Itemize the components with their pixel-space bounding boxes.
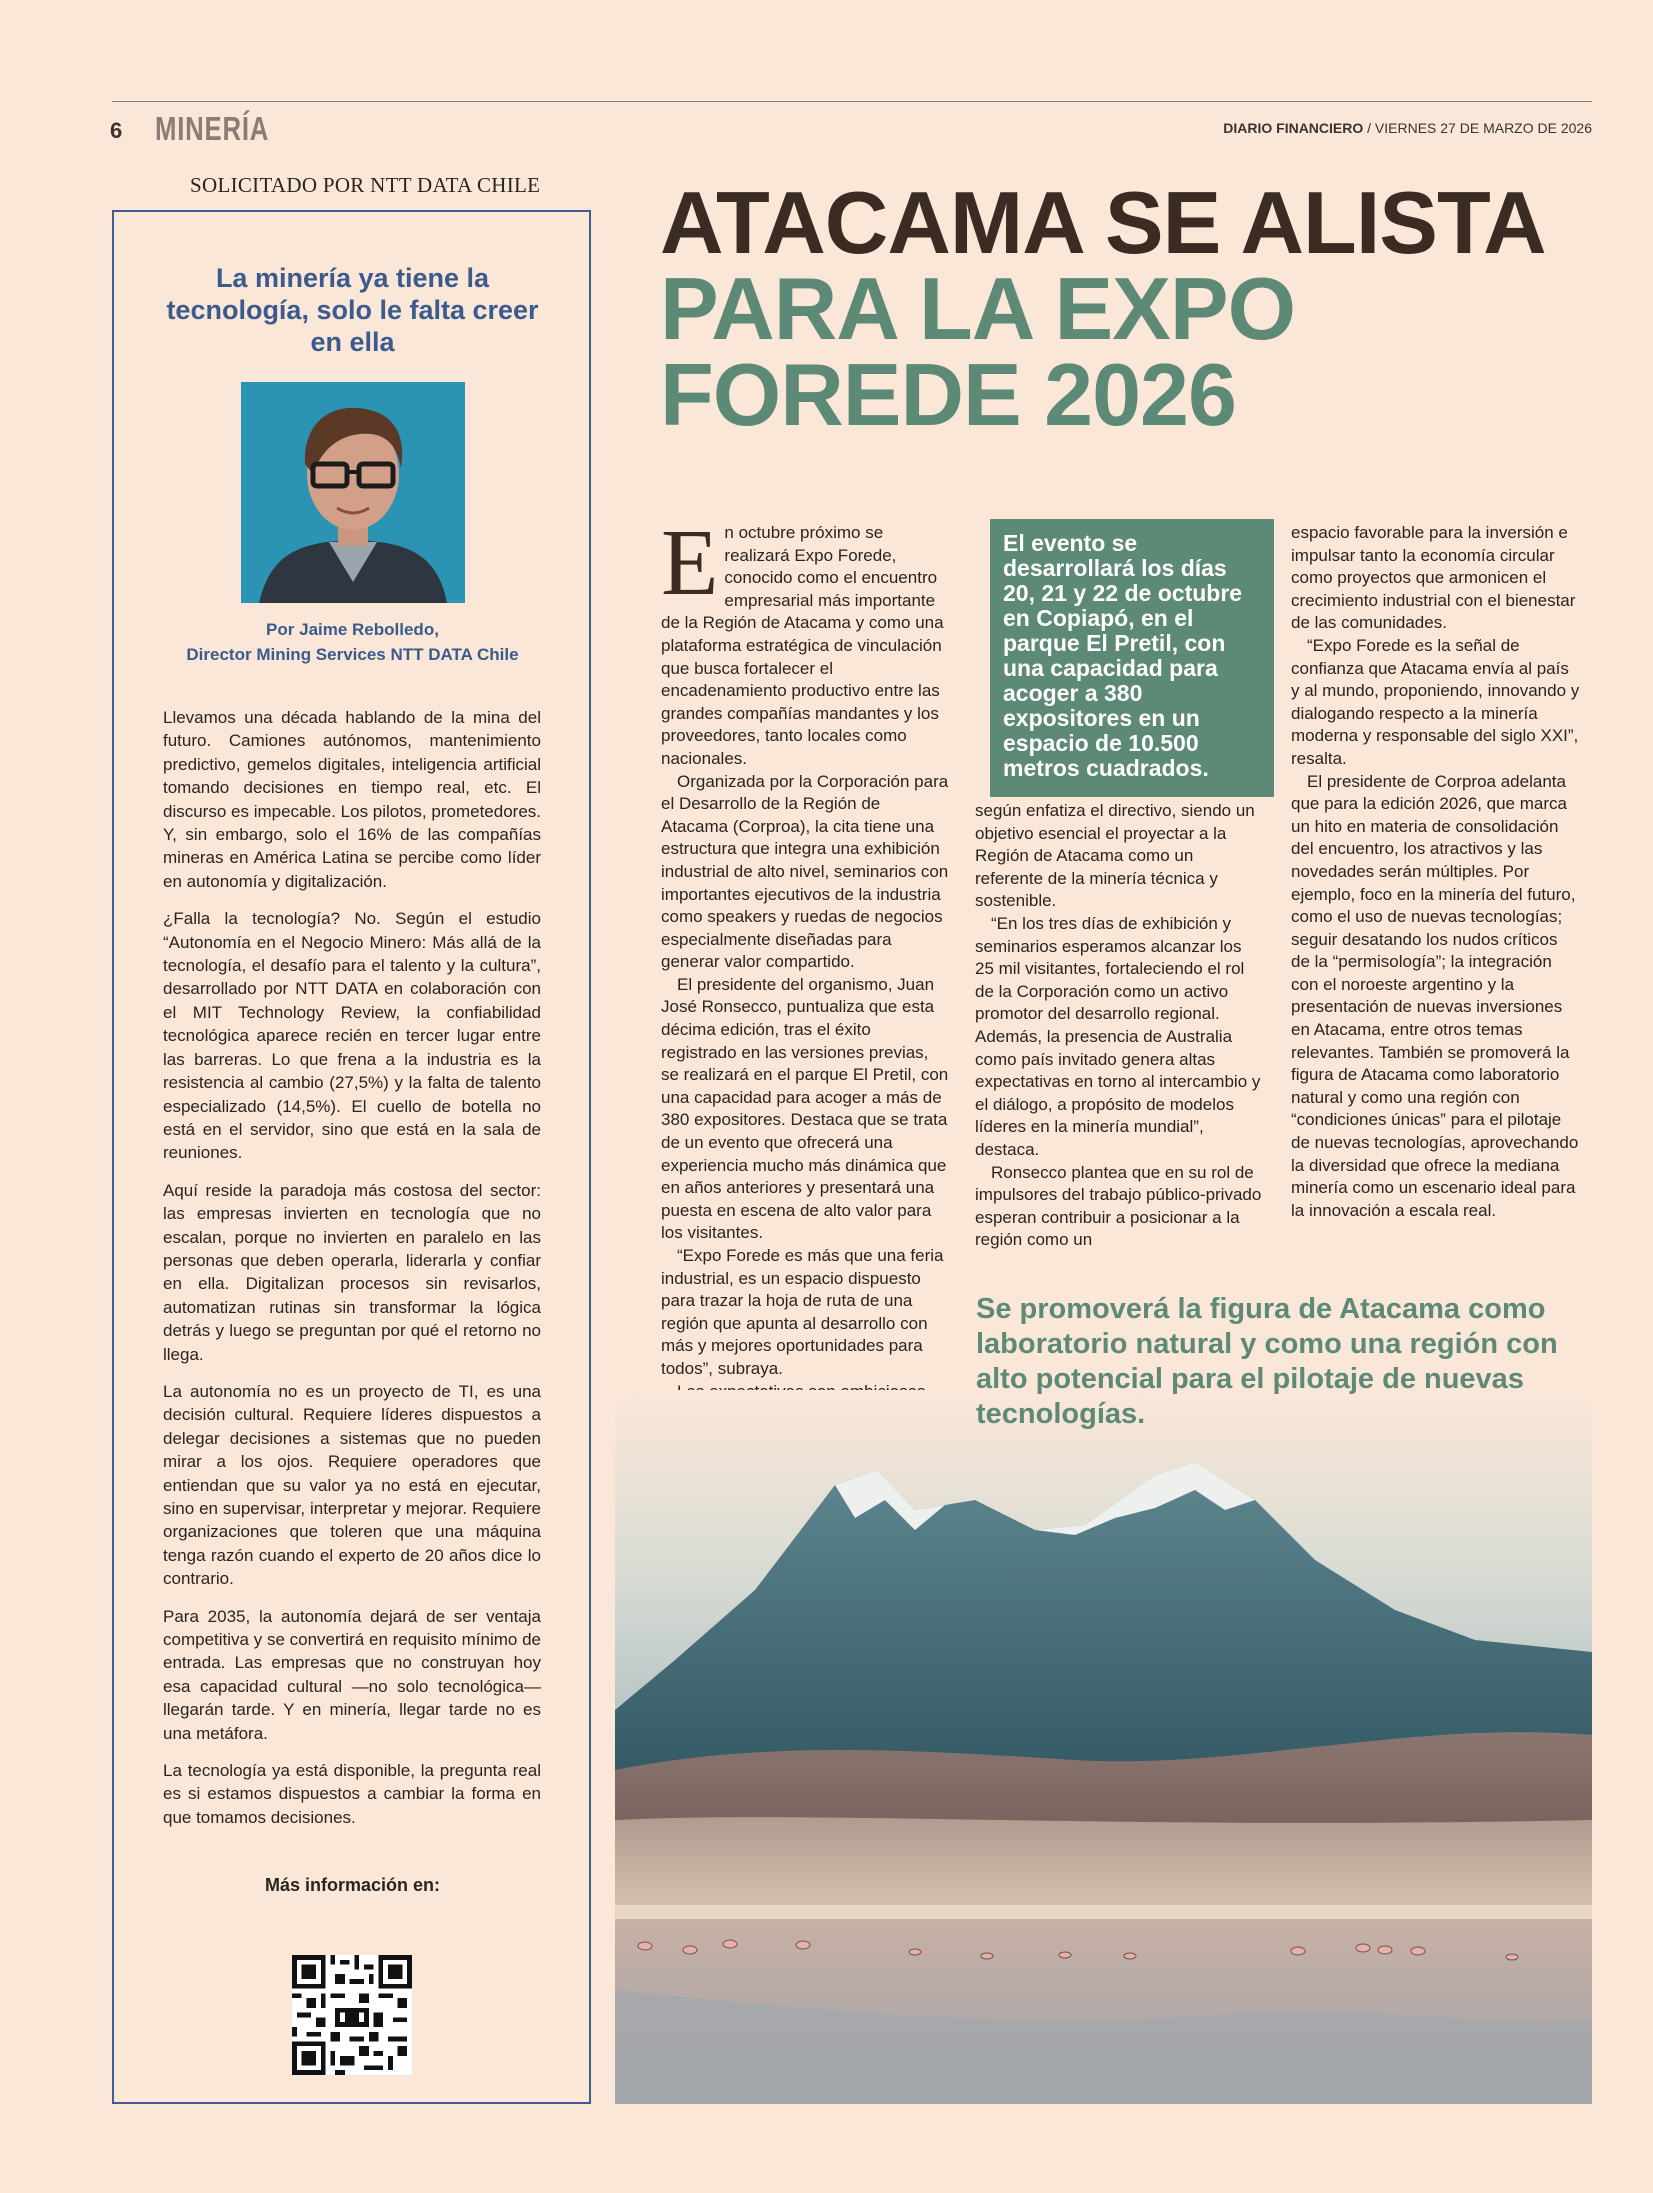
callout-box: El evento se desarrollará los días 20, 21 y 22 de octubre en Copiapó, en el parque El Pretil, con una capacidad para acoger a 380 expositores en un espacio de 10.500 metros cuadrados.: [990, 519, 1274, 797]
body-paragraph: Llevamos una década hablando de la mina del futuro. Camiones autónomos, mantenimiento predictivo, gemelos digitales, inteligencia artificial tomando decisiones en tiempo real, etc. El discurso es impecable. Los pilotos, prometedores. Y, sin embargo, solo el 16% de las compañías mineras en América Latina se percibe como líder en autonomía y digitalización.: [163, 708, 541, 891]
body-paragraph: La autonomía no es un proyecto de TI, es una decisión cultural. Requiere líderes dispuestos a delegar decisiones a sistemas que no pueden mirar a los ojos. Requiere operadores que entiendan que su valor ya no está en ejecutar, sino en supervisar, interpretar y mejorar. Requiere organizaciones que toleren que una máquina tenga razón cuando el experto de 20 años dice lo contrario.: [163, 1381, 541, 1589]
title-line: FOREDE 2026: [660, 345, 1236, 444]
author-byline: [150, 617, 555, 667]
title-line: PARA LA EXPO: [660, 259, 1296, 358]
body-paragraph: espacio favorable para la inversión e impulsar tanto la economía circular como proyectos que armonicen el crecimiento industrial con el bienestar de las comunidades.: [1291, 523, 1576, 633]
pull-quote: Se promoverá la figura de Atacama como laboratorio natural y como una región con alto potencial para el pilotaje de nuevas tecnologías.: [976, 1293, 1558, 1430]
header-rule: [112, 101, 1592, 102]
body-paragraph: “Expo Forede es más que una feria industrial, es un espacio dispuesto para trazar la hoja de ruta de una región que apunta al desarrollo con más y mejores oportunidades para todos”, subraya.: [661, 1246, 944, 1378]
body-paragraph: ¿Falla la tecnología? No. Según el estudio “Autonomía en el Negocio Minero: Más allá de la tecnología, el desafío para el talento y la cultura”, desarrollado por NTT DATA en colaboración con el MIT Technology Review, la confiabilidad tecnológica aparece recién en tercer lugar entre las barreras. Lo que frena a la industria es la resistencia al cambio (27,5%) y la falta de talento especializado (14,5%). El cuello de botella no está en el servidor, sino que está en la sala de reuniones.: [163, 909, 541, 1163]
body-paragraph: “Expo Forede es la señal de confianza que Atacama envía al país y al mundo, proponiendo, innovando y dialogando respecto a la minería moderna y responsable del siglo XXI”, resalta.: [1291, 635, 1580, 768]
qr-code[interactable]: [292, 1955, 412, 2075]
drop-cap: E: [661, 511, 719, 615]
publication-name: DIARIO FINANCIERO: [1223, 120, 1364, 136]
article-column-1: [661, 511, 951, 1403]
author-name: Por Jaime Rebolledo,: [266, 620, 439, 639]
article-title: [660, 173, 1546, 444]
body-paragraph: Para 2035, la autonomía dejará de ser ventaja competitiva y se convertirá en requisito mínimo de entrada. Las empresas que no construyan hoy esa capacidad cultural —no solo tecnológica— llegarán tarde. Y en minería, llegar tarde no es una metáfora.: [163, 1606, 541, 1743]
atacama-landscape-photo: [615, 1390, 1592, 2104]
lead-text: n octubre próximo se realizará Expo Forede, conocido como el encuentro empresarial más importante de la Región de Atacama y como una plataforma estratégica de vinculación que busca fortalecer el encadenamiento productivo entre las grandes compañías mandantes y los proveedores, tanto locales como nacionales.: [661, 523, 944, 768]
dateline: [1223, 120, 1592, 136]
more-info-label: Más información en:: [264, 1875, 441, 1895]
body-paragraph: “En los tres días de exhibición y seminarios esperamos alcanzar los 25 mil visitantes, fortaleciendo el rol de la Corporación como un activo promotor del desarrollo regional. Además, la presencia de Australia como país invitado genera altas expectativas en torno al intercambio y el diálogo, a propósito de modelos líderes en la minería mundial”, destaca.: [975, 913, 1261, 1159]
issue-date: / VIERNES 27 DE MARZO DE 2026: [1363, 120, 1592, 136]
body-paragraph: La tecnología ya está disponible, la pregunta real es si estamos dispuestos a cambiar la forma en que tomamos decisiones.: [163, 1761, 541, 1827]
body-paragraph: según enfatiza el directivo, siendo un objetivo esencial el proyectar a la Región de Atacama como un referente de la minería técnica y sostenible.: [975, 801, 1255, 911]
sponsored-headline: La minería ya tiene la tecnología, solo le falta creer en ella: [166, 263, 539, 357]
sponsored-body: [163, 706, 541, 1843]
article-column-3: [1291, 522, 1581, 1222]
section-title: MINERÍA: [155, 110, 270, 147]
body-paragraph: Organizada por la Corporación para el Desarrollo de la Región de Atacama (Corproa), la cita tiene una estructura que integra una exhibición industrial de alto nivel, seminarios con importantes ejecutivos de la industria como speakers y ruedas de negocios especialmente diseñadas para generar valor compartido.: [661, 771, 949, 972]
body-paragraph: Aquí reside la paradoja más costosa del sector: las empresas invierten en tecnología que no escalan, porque no invierten en paralelo en las personas que deben operarla, liderarla y confiar en ella. Digitalizan procesos sin revisarlos, automatizan rutinas sin transformar la lógica detrás y luego se preguntan por qué el retorno no llega.: [163, 1180, 541, 1364]
article-column-2: [975, 800, 1265, 1252]
author-photo: [241, 382, 465, 603]
body-paragraph: El presidente de Corproa adelanta que para la edición 2026, que marca un hito en materia de consolidación del encuentro, los atractivos y las novedades serán múltiples. Por ejemplo, foco en la minería del futuro, como el uso de nuevas tecnologías; seguir desatando los nudos críticos de la “permisología”; la integración con el noroeste argentino y la presentación de nuevas inversiones en Atacama, entre otros temas relevantes. También se promoverá la figura de Atacama como laboratorio natural y como una región con “condiciones únicas” para el pilotaje de nuevas tecnologías, aprovechando la diversidad que ofrece la mediana minería como un escenario ideal para la innovación a escala real.: [1291, 771, 1579, 1220]
page-number: 6: [110, 118, 123, 143]
title-line: ATACAMA SE ALISTA: [660, 173, 1546, 272]
sponsored-label: SOLICITADO POR NTT DATA CHILE: [190, 173, 541, 197]
body-paragraph: Ronsecco plantea que en su rol de impulsores del trabajo público-privado esperan contribuir a posicionar a la región como un: [975, 1162, 1262, 1250]
body-paragraph: El presidente del organismo, Juan José Ronsecco, puntualiza que esta décima edición, tras el éxito registrado en las versiones previas, se realizará en el parque El Pretil, con una capacidad para acoger a más de 380 expositores. Destaca que se trata de un evento que ofrecerá una experiencia mucho más dinámica que en años anteriores y presentará una puesta en escena de alto valor para los visitantes.: [661, 974, 949, 1243]
body-paragraph: [661, 511, 951, 771]
author-role: Director Mining Services NTT DATA Chile: [186, 645, 519, 664]
